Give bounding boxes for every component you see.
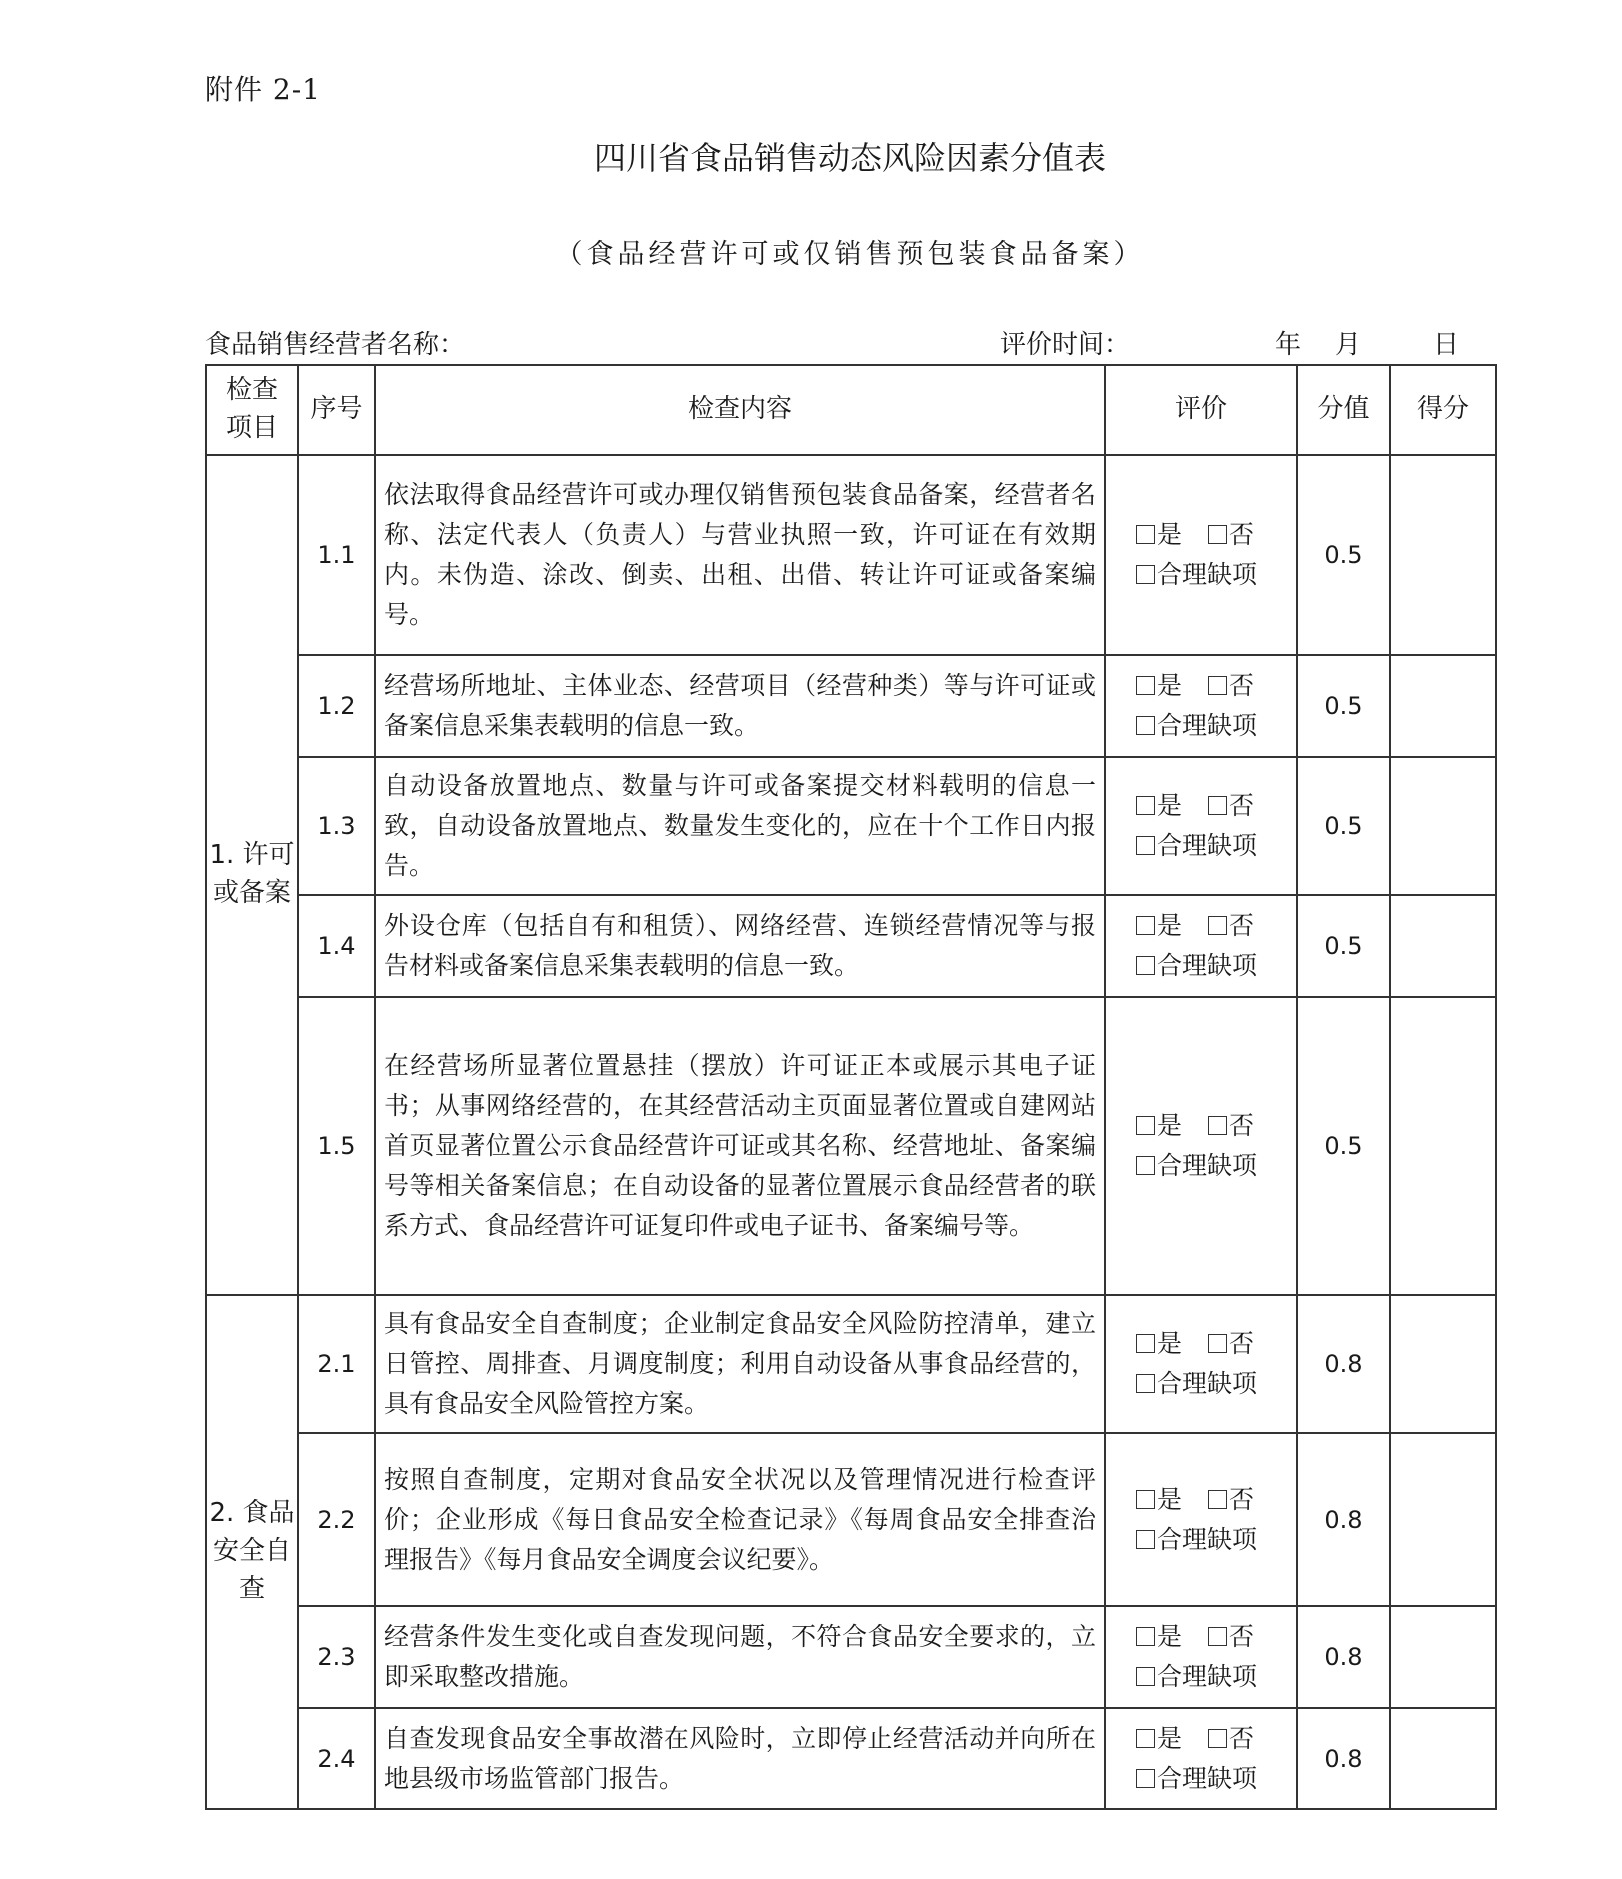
score-cell: 0.5 [1297, 757, 1390, 895]
checkbox-na[interactable] [1136, 716, 1155, 735]
category-cell: 2. 食品 安全自 查 [206, 1295, 298, 1809]
option-na-label: 合理缺项 [1157, 711, 1258, 740]
checkbox-no[interactable] [1208, 916, 1227, 935]
table-row [206, 655, 1496, 757]
score-cell: 0.8 [1297, 1295, 1390, 1433]
category-cell: 1. 许可 或备案 [206, 455, 298, 1295]
option-no-label: 否 [1229, 1622, 1255, 1651]
checkbox-yes[interactable] [1136, 796, 1155, 815]
option-no-label: 否 [1229, 1111, 1255, 1140]
option-yes-label: 是 [1157, 791, 1183, 820]
option-na-label: 合理缺项 [1157, 951, 1258, 980]
content-cell: 在经营场所显著位置悬挂（摆放）许可证正本或展示其电子证书；从事网络经营的，在其经营活动主页面显著位置或自建网站首页显著位置公示食品经营许可证或其名称、经营地址、备案编号等相关备案信息；在自动设备的显著位置展示食品经营者的联系方式、食品经营许可证复印件或电子证书、备案编号等。 [375, 997, 1105, 1295]
option-na-label: 合理缺项 [1157, 1369, 1258, 1398]
option-no-label: 否 [1229, 671, 1255, 700]
table-row [206, 1433, 1496, 1606]
evaluation-cell [1105, 757, 1297, 895]
obtained-score-cell[interactable] [1390, 895, 1496, 997]
score-cell: 0.5 [1297, 455, 1390, 655]
obtained-score-cell[interactable] [1390, 1708, 1496, 1809]
checkbox-na[interactable] [1136, 956, 1155, 975]
seq-cell: 1.5 [298, 997, 375, 1295]
seq-cell: 2.2 [298, 1433, 375, 1606]
option-yes-label: 是 [1157, 1329, 1183, 1358]
checkbox-no[interactable] [1208, 1490, 1227, 1509]
obtained-score-cell[interactable] [1390, 655, 1496, 757]
option-na-label: 合理缺项 [1157, 1662, 1258, 1691]
header-seq: 序号 [298, 365, 375, 455]
seq-cell: 1.1 [298, 455, 375, 655]
score-cell: 0.5 [1297, 895, 1390, 997]
checkbox-no[interactable] [1208, 1627, 1227, 1646]
evaluation-cell [1105, 1295, 1297, 1433]
option-yes-label: 是 [1157, 1111, 1183, 1140]
operator-name-label: 食品销售经营者名称： [205, 330, 466, 360]
content-cell: 具有食品安全自查制度；企业制定食品安全风险防控清单，建立日管控、周排查、月调度制度；利用自动设备从事食品经营的，具有食品安全风险管控方案。 [375, 1295, 1105, 1433]
option-yes-label: 是 [1157, 520, 1183, 549]
table-row [206, 757, 1496, 895]
seq-cell: 1.2 [298, 655, 375, 757]
eval-time-label: 评价时间： [1000, 330, 1131, 360]
checkbox-no[interactable] [1208, 676, 1227, 695]
table-header-row [206, 365, 1496, 455]
evaluation-cell [1105, 455, 1297, 655]
option-no-label: 否 [1229, 1723, 1255, 1753]
month-label: 月 [1335, 330, 1362, 360]
checkbox-na[interactable] [1136, 565, 1155, 584]
obtained-score-cell[interactable] [1390, 1433, 1496, 1606]
checkbox-no[interactable] [1208, 1116, 1227, 1135]
checkbox-na[interactable] [1136, 1374, 1155, 1393]
checkbox-yes[interactable] [1136, 676, 1155, 695]
option-no-label: 否 [1229, 1329, 1255, 1358]
obtained-score-cell[interactable] [1390, 1606, 1496, 1708]
table-row [206, 1606, 1496, 1708]
option-yes-label: 是 [1157, 671, 1183, 700]
table-row [206, 1295, 1496, 1433]
header-content: 检查内容 [375, 365, 1105, 455]
content-cell: 自查发现食品安全事故潜在风险时，立即停止经营活动并向所在地县级市场监管部门报告。 [375, 1708, 1105, 1809]
checkbox-na[interactable] [1136, 1156, 1155, 1175]
option-na-label: 合理缺项 [1157, 1524, 1258, 1554]
table-row [206, 895, 1496, 997]
content-cell: 外设仓库（包括自有和租赁）、网络经营、连锁经营情况等与报告材料或备案信息采集表载明的信息一致。 [375, 895, 1105, 997]
option-no-label: 否 [1229, 911, 1255, 940]
checkbox-na[interactable] [1136, 1667, 1155, 1686]
option-no-label: 否 [1229, 520, 1255, 549]
header-evaluation: 评价 [1105, 365, 1297, 455]
score-cell: 0.5 [1297, 655, 1390, 757]
obtained-score-cell[interactable] [1390, 757, 1496, 895]
evaluation-cell [1105, 895, 1297, 997]
checkbox-yes[interactable] [1136, 916, 1155, 935]
obtained-score-cell[interactable] [1390, 455, 1496, 655]
score-cell: 0.8 [1297, 1433, 1390, 1606]
table-row [206, 455, 1496, 655]
content-cell: 经营场所地址、主体业态、经营项目（经营种类）等与许可证或备案信息采集表载明的信息一致。 [375, 655, 1105, 757]
header-category: 检查 项目 [206, 365, 298, 455]
option-yes-label: 是 [1157, 1723, 1183, 1753]
checkbox-no[interactable] [1208, 796, 1227, 815]
day-label: 日 [1433, 330, 1460, 360]
option-na-label: 合理缺项 [1157, 560, 1258, 589]
attachment-label: 附件 2-1 [205, 73, 321, 106]
score-table [205, 364, 1497, 1810]
seq-cell: 1.3 [298, 757, 375, 895]
option-na-label: 合理缺项 [1157, 831, 1258, 860]
checkbox-yes[interactable] [1136, 525, 1155, 544]
header-obtained: 得分 [1390, 365, 1496, 455]
checkbox-no[interactable] [1208, 525, 1227, 544]
evaluation-cell [1105, 1708, 1297, 1809]
option-na-label: 合理缺项 [1157, 1763, 1258, 1793]
table-row [206, 997, 1496, 1295]
evaluation-cell [1105, 655, 1297, 757]
option-yes-label: 是 [1157, 911, 1183, 940]
option-no-label: 否 [1229, 791, 1255, 820]
year-label: 年 [1275, 330, 1302, 360]
evaluation-cell [1105, 1606, 1297, 1708]
score-cell: 0.5 [1297, 997, 1390, 1295]
checkbox-no[interactable] [1208, 1729, 1227, 1748]
evaluation-cell [1105, 1433, 1297, 1606]
content-cell: 自动设备放置地点、数量与许可或备案提交材料载明的信息一致，自动设备放置地点、数量发生变化的，应在十个工作日内报告。 [375, 757, 1105, 895]
score-cell: 0.8 [1297, 1606, 1390, 1708]
info-row [205, 324, 1495, 360]
option-yes-label: 是 [1157, 1484, 1183, 1514]
evaluation-cell [1105, 997, 1297, 1295]
obtained-score-cell[interactable] [1390, 1295, 1496, 1433]
content-cell: 按照自查制度，定期对食品安全状况以及管理情况进行检查评价；企业形成《每日食品安全检查记录》《每周食品安全排查治理报告》《每月食品安全调度会议纪要》。 [375, 1433, 1105, 1606]
score-cell: 0.8 [1297, 1708, 1390, 1809]
checkbox-no[interactable] [1208, 1334, 1227, 1353]
seq-cell: 2.1 [298, 1295, 375, 1433]
checkbox-na[interactable] [1136, 1530, 1155, 1549]
option-no-label: 否 [1229, 1484, 1255, 1514]
page-subtitle: （食品经营许可或仅销售预包装食品备案） [555, 239, 1145, 270]
seq-cell: 2.4 [298, 1708, 375, 1809]
checkbox-yes[interactable] [1136, 1334, 1155, 1353]
header-score: 分值 [1297, 365, 1390, 455]
checkbox-yes[interactable] [1136, 1627, 1155, 1646]
option-yes-label: 是 [1157, 1622, 1183, 1651]
obtained-score-cell[interactable] [1390, 997, 1496, 1295]
option-na-label: 合理缺项 [1157, 1151, 1258, 1180]
checkbox-yes[interactable] [1136, 1490, 1155, 1509]
seq-cell: 2.3 [298, 1606, 375, 1708]
table-row [206, 1708, 1496, 1809]
content-cell: 经营条件发生变化或自查发现问题，不符合食品安全要求的，立即采取整改措施。 [375, 1606, 1105, 1708]
checkbox-yes[interactable] [1136, 1116, 1155, 1135]
table-body [206, 455, 1496, 1809]
content-cell: 依法取得食品经营许可或办理仅销售预包装食品备案，经营者名称、法定代表人（负责人）与营业执照一致，许可证在有效期内。未伪造、涂改、倒卖、出租、出借、转让许可证或备案编号。 [375, 455, 1105, 655]
page-title: 四川省食品销售动态风险因素分值表 [593, 139, 1106, 177]
checkbox-yes[interactable] [1136, 1729, 1155, 1748]
checkbox-na[interactable] [1136, 836, 1155, 855]
seq-cell: 1.4 [298, 895, 375, 997]
checkbox-na[interactable] [1136, 1769, 1155, 1788]
